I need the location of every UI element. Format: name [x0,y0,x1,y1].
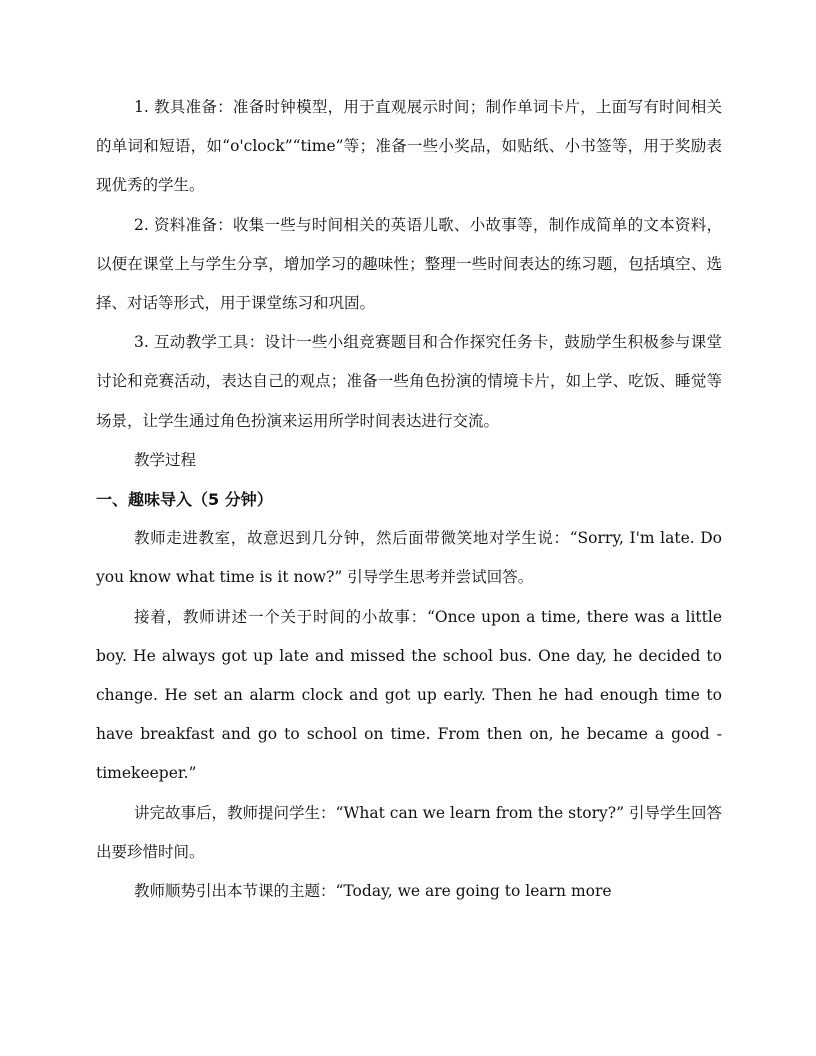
document-page [96,88,722,911]
paragraph-intro: 教师走进教室，故意迟到几分钟，然后面带微笑地对学生说：“Sorry, I'm late. Do you know what time is it now?” 引导学生思考并尝试回答。 [96,529,722,587]
paragraph-story: 接着，教师讲述一个关于时间的小故事：“Once upon a time, there was a little boy. He always got up late and missed the school bus. One day, he decided to change. He set an alarm clock and got up early. Then he had enough time to have breakfast and go to school on time. From then on, he became a good - timekeeper.” [96,607,722,783]
section-label: 教学过程 [134,450,197,469]
paragraph-question: 讲完故事后，教师提问学生：“What can we learn from the story?” 引导学生回答出要珍惜时间。 [96,803,722,861]
paragraph-topic: 教师顺势引出本节课的主题：“Today, we are going to learn more [134,882,612,901]
section-heading: 一、趣味导入（5 分钟） [96,490,273,510]
paragraph-materials: 2. 资料准备：收集一些与时间相关的英语儿歌、小故事等，制作成简单的文本资料，以便在课堂上与学生分享，增加学习的趣味性；整理一些时间表达的练习题，包括填空、选择、对话等形式，用于课堂练习和巩固。 [96,215,722,313]
paragraph-interactive-tools: 3. 互动教学工具：设计一些小组竞赛题目和合作探究任务卡，鼓励学生积极参与课堂讨论和竞赛活动，表达自己的观点；准备一些角色扮演的情境卡片，如上学、吃饭、睡觉等场景，让学生通过角色扮演来运用所学时间表达进行交流。 [96,333,722,430]
paragraph-teaching-aids: 1. 教具准备：准备时钟模型，用于直观展示时间；制作单词卡片，上面写有时间相关的单词和短语，如“o'clock”“time”等；准备一些小奖品，如贴纸、小书签等，用于奖励表现优秀的学生。 [96,98,722,195]
